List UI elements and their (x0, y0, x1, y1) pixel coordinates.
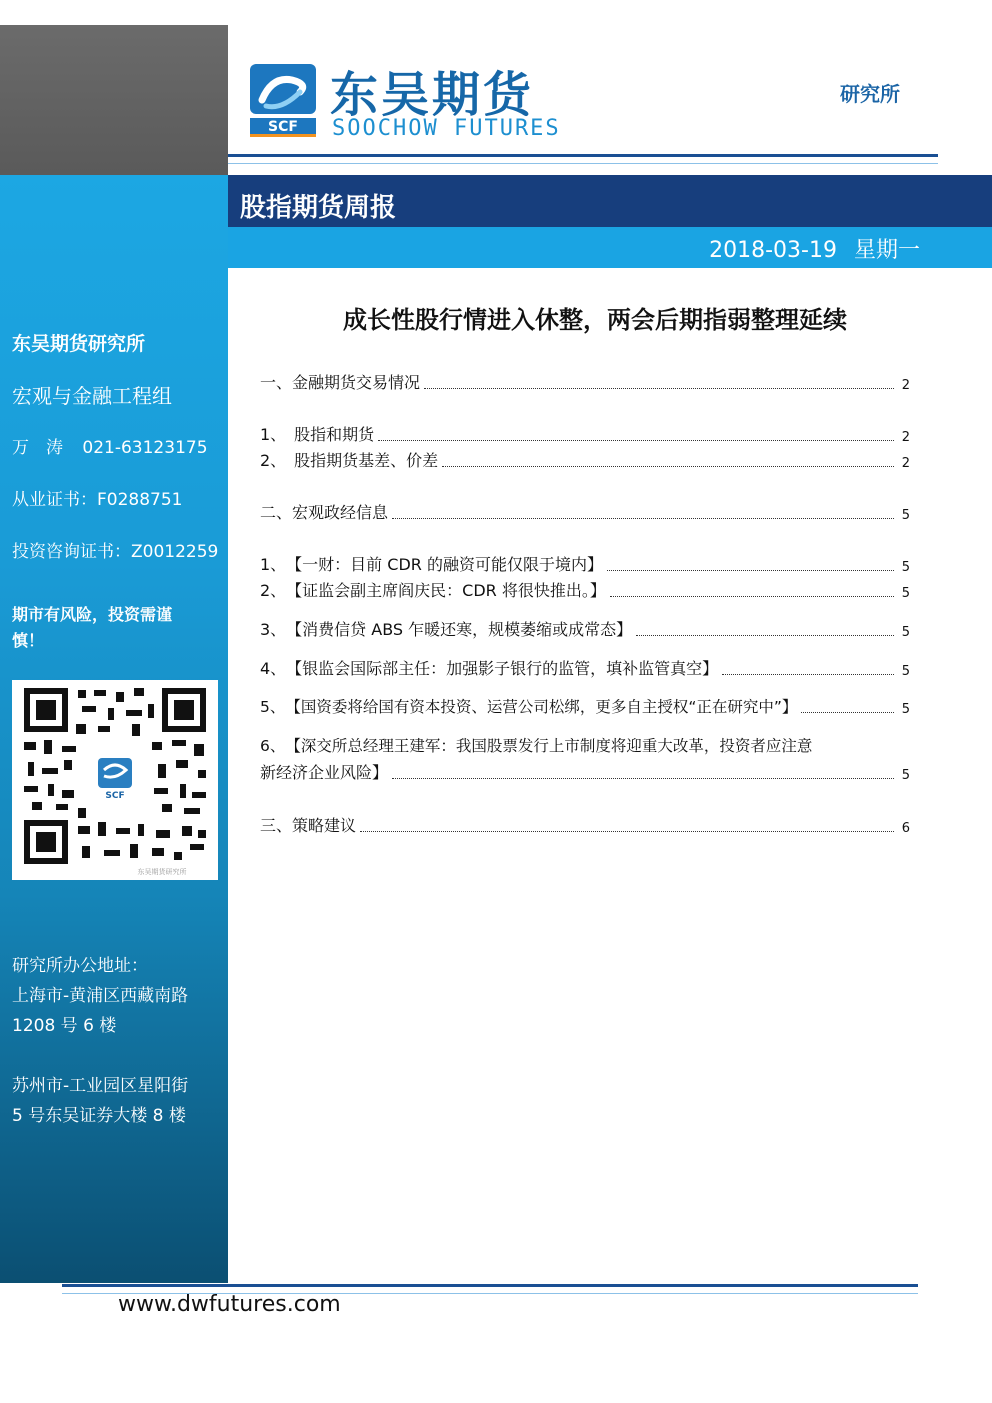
toc-item[interactable] (260, 422, 910, 445)
toc-item-label: 1、 股指和期货 (260, 425, 375, 444)
analyst-phone: 021-63123175 (82, 438, 208, 458)
report-date-value: 2018-03-19 (709, 238, 837, 263)
report-title-bar (228, 175, 992, 227)
sidebar-header-block (0, 25, 228, 175)
toc-leader (392, 778, 894, 779)
toc-item[interactable] (260, 552, 910, 575)
toc-item[interactable] (260, 500, 910, 523)
toc-leader (442, 466, 894, 467)
toc-item-label: 2、 股指期货基差、价差 (260, 451, 439, 470)
toc-item[interactable] (260, 813, 910, 836)
address2-line2: 5 号东吴证券大楼 8 楼 (12, 1106, 186, 1126)
footer-website-link[interactable]: www.dwfutures.com (118, 1292, 341, 1317)
toc-item[interactable] (260, 695, 910, 717)
toc-leader (360, 831, 894, 832)
toc-item-label: 3、 【消费信贷 ABS 乍暖还寒，规模萎缩或成常态】 (260, 620, 633, 639)
toc-item-page: 5 (901, 664, 910, 679)
address2-line1: 苏州市-工业园区星阳街 (12, 1076, 189, 1096)
sidebar-analyst (12, 433, 208, 458)
toc-leader (722, 674, 894, 675)
svg-text:SCF: SCF (105, 791, 125, 801)
sidebar-org: 东吴期货研究所 (12, 333, 146, 355)
department-label: 研究所 (840, 82, 900, 106)
address1-line1: 上海市-黄浦区西藏南路 (12, 986, 189, 1006)
toc-leader (801, 712, 894, 713)
toc-item-label: 1、 【一财：目前 CDR 的融资可能仅限于境内】 (260, 555, 603, 574)
toc-item-page: 6 (901, 821, 910, 836)
toc-item[interactable] (260, 448, 910, 471)
address1-line2: 1208 号 6 楼 (12, 1016, 117, 1036)
sidebar-license: 从业证书：F0288751 (12, 490, 183, 510)
toc-leader (392, 518, 894, 519)
toc-item-page: 2 (901, 378, 910, 393)
sidebar-consult-license: 投资咨询证书：Z0012259 (12, 542, 219, 562)
qr-code (12, 680, 218, 880)
report-date (709, 233, 920, 264)
toc-item[interactable] (260, 617, 910, 640)
sidebar-group: 宏观与金融工程组 (12, 384, 172, 408)
risk-warning-line1: 期市有风险，投资需谨 (12, 605, 173, 624)
toc-item-page: 2 (901, 456, 910, 471)
company-logo (248, 60, 588, 142)
logo-mark-icon (248, 62, 318, 138)
risk-warning-line2: 慎！ (12, 631, 45, 650)
qr-caption: 东吴期货研究所 (137, 868, 187, 876)
logo-chinese-name: 东吴期货 (330, 67, 535, 123)
toc-item-label: 4、 【银监会国际部主任：加强影子银行的监管，填补监管真空】 (260, 659, 719, 678)
toc-item[interactable] (260, 760, 910, 783)
toc-item-label: 二、宏观政经信息 (260, 503, 389, 522)
toc-item-label: 一、金融期货交易情况 (260, 373, 421, 392)
toc-leader (378, 440, 894, 441)
toc-item-6-line1[interactable]: 6、 【深交所总经理王建军：我国股票发行上市制度将迎重大改革，投资者应注意 (260, 737, 813, 755)
toc-leader (610, 596, 894, 597)
report-date-bar (228, 227, 992, 268)
toc-item-label: 新经济企业风险】 (260, 763, 389, 782)
toc-item-label: 2、 【证监会副主席阎庆民：CDR 将很快推出。】 (260, 581, 606, 600)
report-headline: 成长性股行情进入休整，两会后期指弱整理延续 (343, 306, 847, 334)
analyst-name: 万 涛 (12, 438, 63, 458)
toc-leader (424, 388, 894, 389)
toc-leader (607, 570, 894, 571)
report-weekday: 星期一 (853, 238, 920, 263)
toc-item-label: 三、策略建议 (260, 816, 357, 835)
toc-item-page: 2 (901, 430, 910, 445)
toc-item-page: 5 (901, 702, 910, 717)
toc-item-page: 5 (901, 768, 910, 783)
report-type: 股指期货周报 (240, 193, 397, 223)
logo-english-name: SOOCHOW FUTURES (332, 116, 561, 141)
toc-item-page: 5 (901, 586, 910, 601)
qr-code-image (12, 680, 218, 880)
svg-text:SCF: SCF (268, 119, 298, 135)
toc-item[interactable] (260, 578, 910, 601)
toc-item[interactable] (260, 656, 910, 679)
toc-leader (636, 635, 894, 636)
header-divider (228, 154, 938, 164)
toc-item-page: 5 (901, 508, 910, 523)
toc-item-page: 5 (901, 625, 910, 640)
toc-item-label: 5、 【国资委将给国有资本投资、运营公司松绑，更多自主授权“正在研究中”】 (260, 698, 798, 716)
toc-item-page: 5 (901, 560, 910, 575)
toc-item[interactable] (260, 370, 910, 393)
address-title: 研究所办公地址： (12, 956, 148, 976)
